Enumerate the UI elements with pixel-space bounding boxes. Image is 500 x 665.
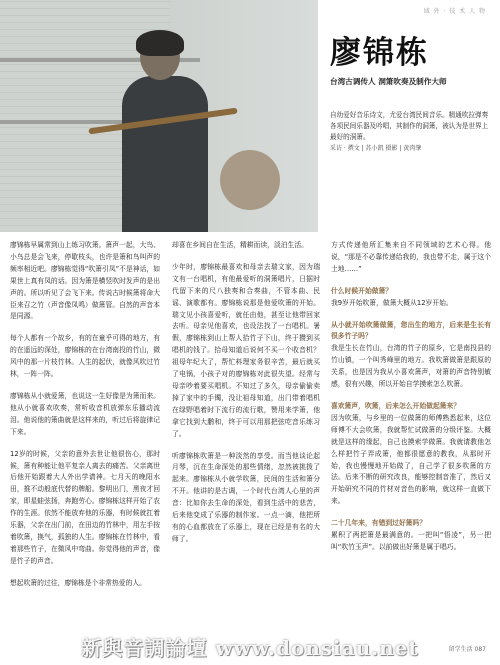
interview-question: 什么时候开始做箫？ — [331, 286, 393, 295]
interview-answer: 我9岁开始吹箫，做箫大概从12岁开始。 — [331, 298, 453, 307]
interview-answer: 因为吹箫，与乡里的一位做箫的师傅熟悉起来，这位师傅不大会吹箫，我就帮忙试做箫的分级评鉴。大概就是这样的缘起，自己也摸索学做箫。我就请教他怎么样把竹子弄成箫，他都很愿意的教我，从那时开始，我也慢慢地开始做了，自己学了很多吹箫的方法。后来不断的研究改良，能够控制音准了，然后又开始研究不同的竹材对音色的影响，就这样一直做下来。 — [331, 413, 491, 506]
paragraph: 廖锦栋从小就爱箫，也说这一生好像是为箫而来。他从小就喜欢吹奏，常听收音机放弹东乐播动流泪。他说他的箫曲就是这样来的，听过后将旋律记下来。 — [10, 391, 160, 436]
credit-line: 采访 · 撰文 | 苏小凯 摄影 | 黄肉肇 — [330, 145, 422, 152]
photo-person — [118, 34, 210, 232]
intro-text: 自幼爱好音乐诗文，尤爱台湾民间音乐。精通吹拉弹奏各项民间乐器及吟唱，其制作的洞箫，被认为是世界上最好的洞箫。 — [330, 111, 489, 141]
paragraph: 方式传递他所汇集来自不同领域的艺术心得。他说，“那是不必靠传递给我的，我也带不走，属于这个土地……” — [331, 241, 491, 273]
interview-question: 二十几年来，有错到过好箫吗？ — [331, 519, 427, 528]
paragraph: 听廖锦栋吹箫是一种淡然的享受。而当他谈论起月琴，沉在生命深处的那些情绪，忽然被挑拨了起来。廖锦栋从小就学吹箫，民间的生活和箫分不开。他讲的是古调，一个时代台湾人心里的声音：比如你去生命的深处，看到生活中的悲苦，后来他变成了乐器的制作家。一点一滴，他把所有的心血都放在了乐器上，现在已经是有名的大师了。 — [172, 451, 320, 543]
profile-name: 廖锦栋 — [330, 35, 429, 71]
portrait-photo — [0, 0, 318, 232]
person-hair — [136, 30, 184, 56]
profile-subtitle: 台湾古调传人 洞箫吹奏及制作大师 — [330, 77, 447, 86]
paragraph: 12岁的时候，父亲的意外去世让他很伤心，那时候，箫有种能让他平复亲人离去的痛苦。父亲离世后他开始跟着大人外出学请神。七月天的晚阳水田，推不动般底代替的牌船。黎明出门，黑夜才回家，即星蛙弦扬，奔跑劳心。廖锦栋这样开始了农作的生涯。依然不能放弃他的乐器，有时候就扛着乐器，父亲在出门前，在田边的竹林中，用左手按着吹箫，换气，孤独的人生。廖锦栋在竹林中，看着那些竹子，在微风中弯曲。你觉得他的声音，像是竹子的声音。 — [10, 449, 160, 565]
paragraph: 每个人都有一个故乡，有的在童乎可得的地方，有的在遥远的深处，廖锦栋的在台湾南投的竹山，微风中的那一片枝竹林。人生的起伏，就像风吹过竹林，一阵一阵。 — [10, 334, 160, 379]
interview-answer: 累积了两把箫是最满意的。一把叫“悟凌”，另一把叫“吹竹玉声”。以前做出好箫是属于唱巧。 — [331, 531, 491, 551]
paragraph: 想起吹箫的过往，廖锦栋是个非常热爱的人。 — [10, 578, 146, 587]
article-column-3 — [331, 240, 491, 638]
paragraph: 廖锦栋早属常到山上练习吹箫。箫声一起，大鸟、小鸟总是会飞来，停歇枝头，也许是箫和鸟叫声的频率相近吧。廖锦栋觉得“吹箫引凤”不是神话，如果世上真有凤的话。因为箫是横竖吹时发声的是出声的。所以听见了会飞下来。传说古时候箫将命大臣来召之竹（声音像凤鸣）做箫管。自然的声音本是同源。 — [10, 241, 160, 321]
watermark: 新與音調論壇 www.donsiau.net — [81, 636, 419, 660]
article-column-2 — [172, 240, 320, 644]
interview-answer: 我是生长在竹山，台湾的竹子的原乡，它是南投县的竹山镇，一个叫秀峰里的地方。我吹箫做箫是跟原的关系，也是因为我从小喜欢箫声，对箫的声音特别敏感，很有兴趣，所以开始自学摸索怎么吹箫。 — [331, 344, 491, 389]
page-folio: 留学生活 087 — [448, 646, 486, 653]
running-head: 域 外 · 技 术 人 物 — [423, 8, 486, 15]
paragraph: 却喜在乡间自在生活，精耕而读，淡泊生活。 — [172, 241, 308, 249]
person-torso — [122, 76, 208, 232]
title-block — [330, 34, 490, 87]
paragraph: 少年时，廖锦栋最喜欢和母亲去瑞文家，因为瑞文有一台唱机，有他最爱听的洞箫唱片，日据时代留下来的尺八独奏和合奏曲，不管本曲、民谣、演歌都有。廖锦栋说那是他爱吹箫的开始。瑞文见小孩喜爱听，就任由他，甚至让他带回家去听。母亲见他喜欢，也设法找了一台唱机。暑假，廖锦栋到山上帮人拾竹子下山，终于攒到买唱机的钱了。拾母知道后说何不买一个收音机？祖母年纪大了，帮忙料理家务很辛苦，最后就买了电锅，小孩子对的廖锦栋对此很失望。经常与母亲吵着要买唱机。不知过了多久，母亲偷偷卖掉了家中的手镯，没让祖母知道，出门带着唱机在绿野唱着时下流行的流行歌，赞用来学箫，他拿它找到大鹏和，终于可以用那把弦吃音乐练习了。 — [172, 262, 320, 438]
interview-question: 喜欢箫声，吹箫，后来怎么开始做起箫来？ — [331, 401, 461, 410]
interview-question: 从小就开始吹箫做箫，您出生的地方，后来是生长有很多竹子吗？ — [331, 320, 491, 341]
article-column-1 — [10, 240, 160, 632]
photo-instrument — [220, 150, 280, 210]
intro-block — [330, 110, 492, 154]
